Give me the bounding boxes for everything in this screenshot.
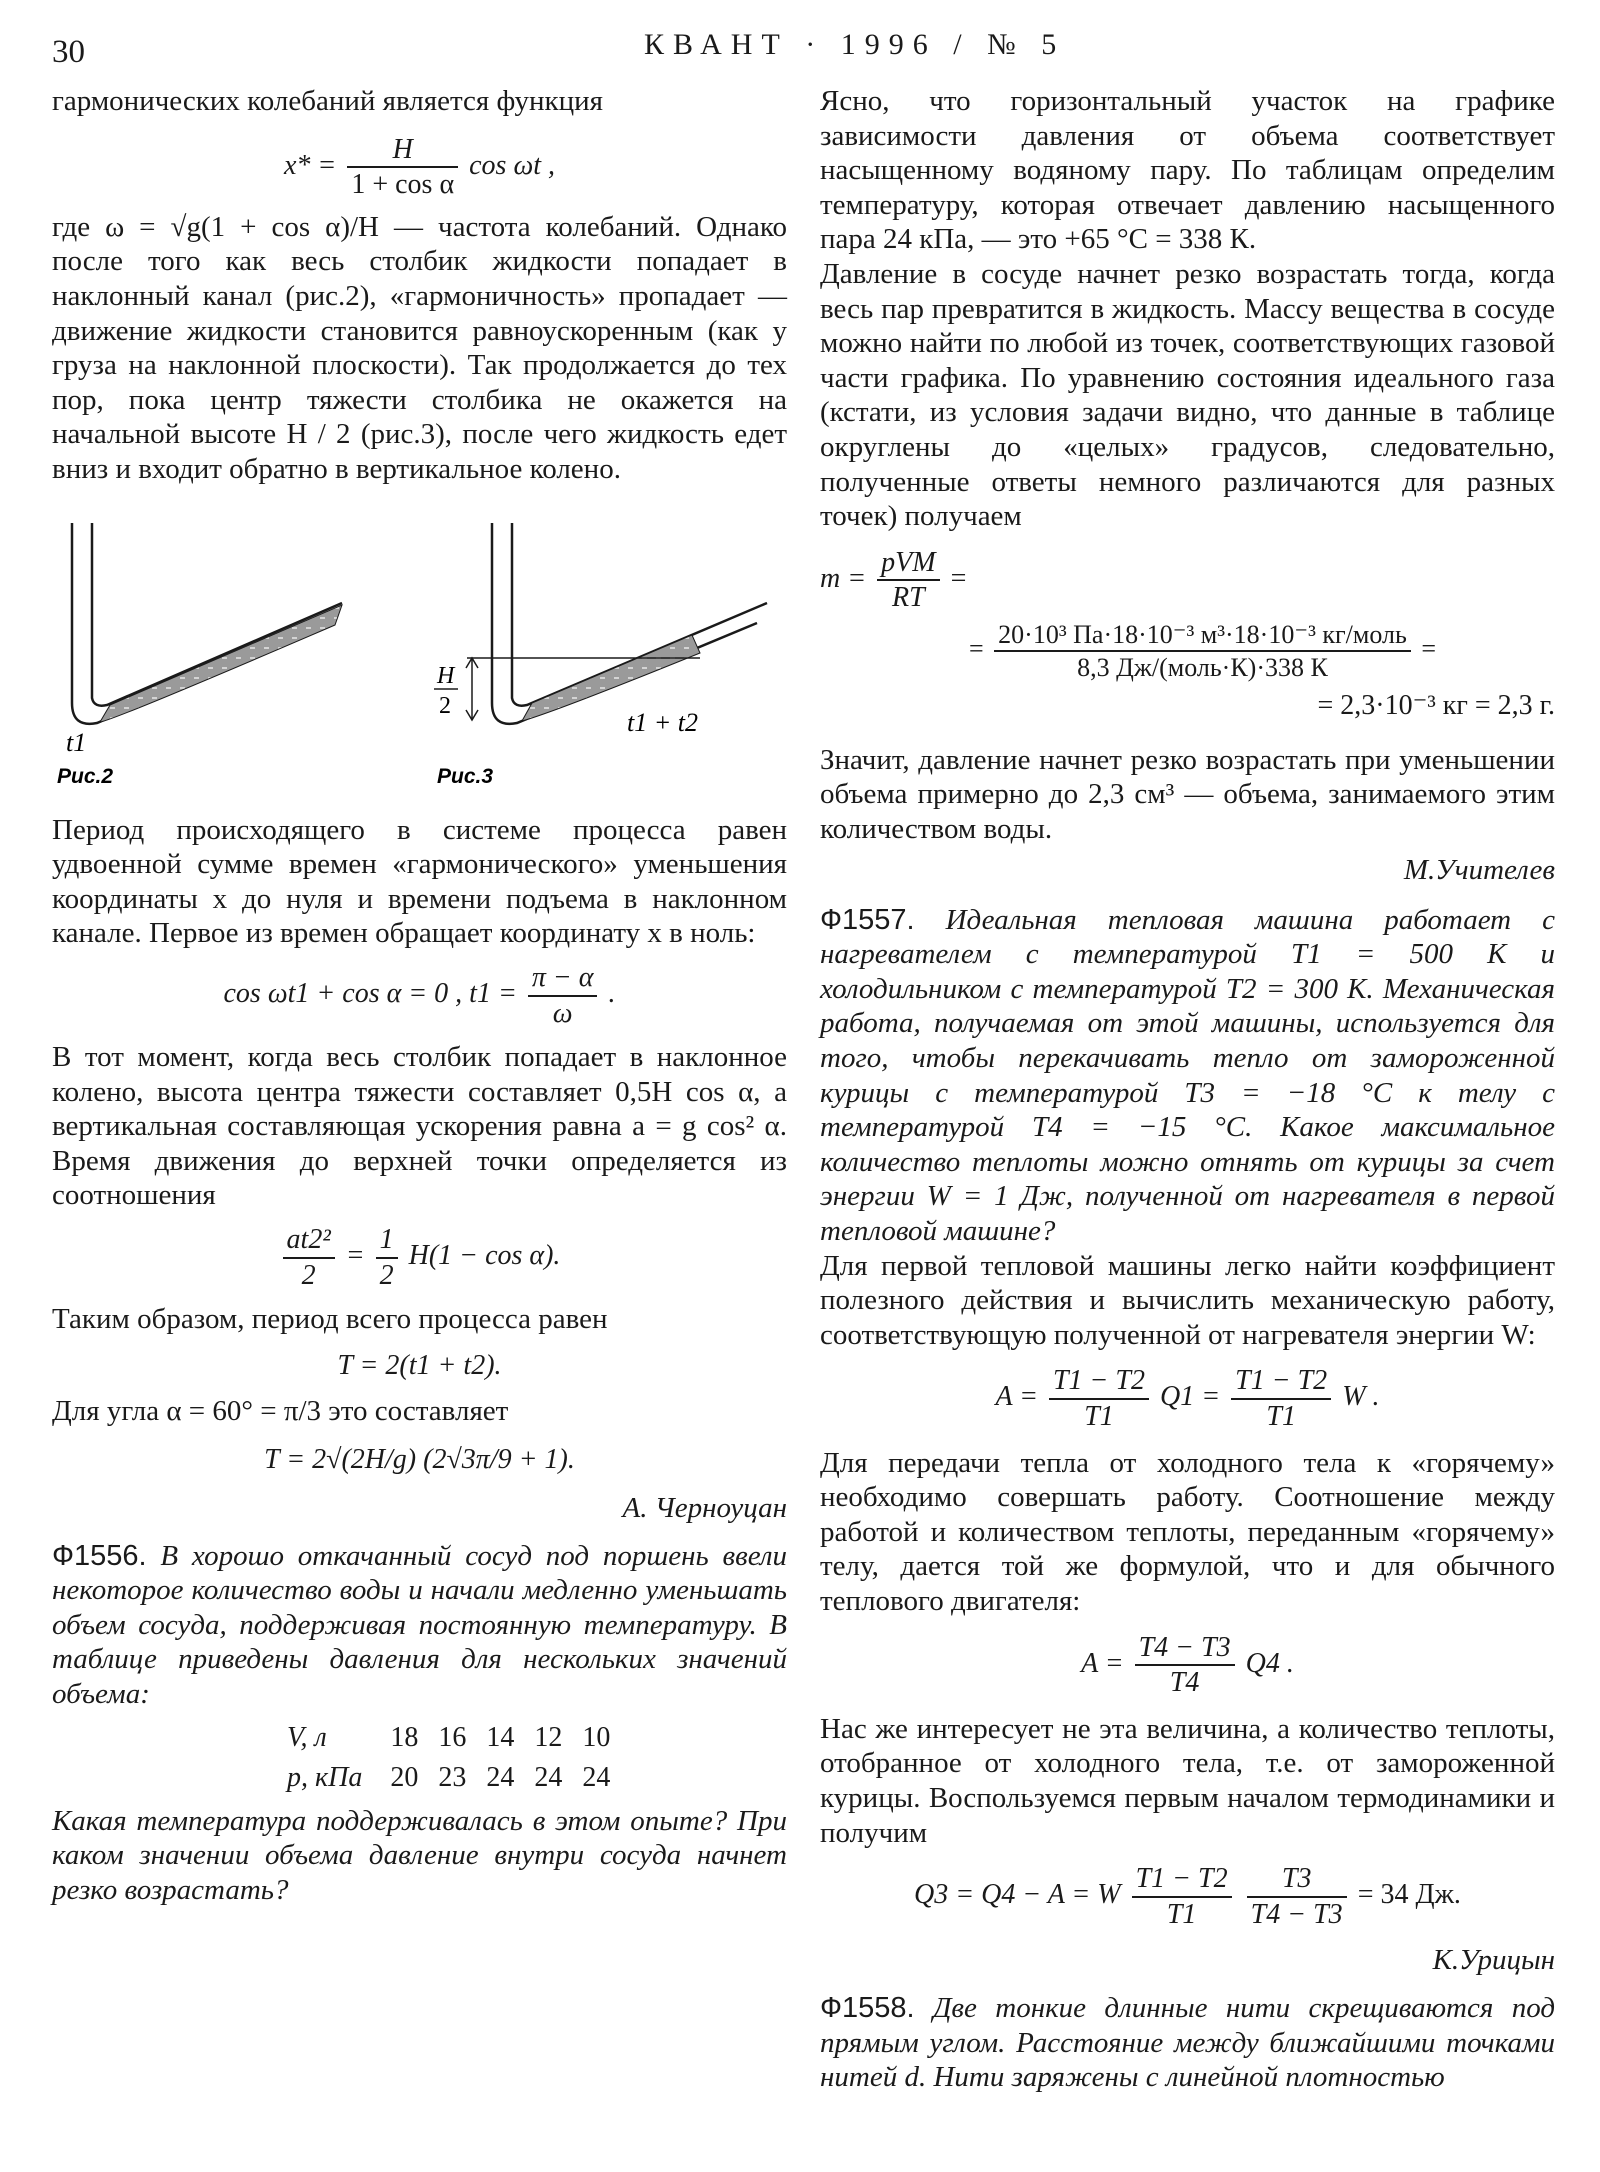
numerator: T4 − T3 xyxy=(1135,1631,1235,1667)
problem-id: Ф1557. xyxy=(820,903,915,936)
paragraph: гармонических колебаний является функция xyxy=(52,85,604,117)
problem-1558 xyxy=(820,1991,1555,2095)
fraction xyxy=(994,619,1411,683)
problem-text: Две тонкие длинные нити скрещиваются под прямым углом. Расстояние между ближайшими точками нитей d. Нити заряжены с линейной плотностью xyxy=(820,1992,1555,2094)
eq-mid: = xyxy=(345,1240,365,1272)
figures-svg xyxy=(52,513,787,913)
fraction xyxy=(283,1223,335,1292)
fig3-h-num: H xyxy=(437,662,455,689)
denominator: 2 xyxy=(379,1259,394,1291)
fig2-liquid xyxy=(100,605,342,722)
fraction xyxy=(376,1223,398,1292)
author-signature: М.Учителев xyxy=(1403,853,1555,886)
data-table xyxy=(277,1718,620,1798)
author-signature: К.Урицын xyxy=(1432,1944,1555,1977)
problem-id: Ф1556. xyxy=(52,1539,147,1572)
denominator: 2 xyxy=(301,1259,316,1291)
table-cell: 24 xyxy=(582,1761,611,1793)
question-1556: Какая температура поддерживалась в этом опыте? При каком значении объема давление внутри сосуда начнет резко возрастать? xyxy=(52,1804,787,1906)
paragraph: Нас же интересует не эта величина, а количество теплоты, отобранное от холодного тела, т.е. от замороженной курицы. Воспользуемся первым началом термодинамики и получим xyxy=(820,1712,1555,1849)
table-cell: 24 xyxy=(486,1761,515,1793)
fraction xyxy=(877,546,939,615)
denominator: T1 xyxy=(1084,1400,1114,1432)
denominator: RT xyxy=(892,582,925,614)
table-row xyxy=(277,1758,620,1798)
problem-1557 xyxy=(820,903,1555,1249)
eq-lhs: x* = xyxy=(284,149,337,181)
table-cell: 10 xyxy=(582,1721,611,1753)
paragraph: Давление в сосуде начнет резко возрастать тогда, когда весь пар превратится в жидкость. Массу вещества в сосуде можно найти по любой из точек, соответствующих газовой части графика. По уравнению состояния идеального газа (кстати, из условия задачи видно, что данные в таблице округлены до «целых» градусов, следовательно, полученные ответы немного различаются для разных точек) получаем xyxy=(820,257,1555,533)
equation-harmonic xyxy=(52,133,787,202)
eq-lhs: cos ωt1 + cos α = 0 , t1 = xyxy=(223,977,517,1009)
equation-heat-pump xyxy=(820,1631,1555,1700)
denominator: 1 + cos α xyxy=(351,169,455,201)
numerator: T3 xyxy=(1247,1862,1347,1898)
eq-rhs: cos ωt , xyxy=(469,149,555,181)
table-cell: 23 xyxy=(438,1761,467,1793)
equation-mass-numeric xyxy=(850,619,1555,683)
eq-end: . xyxy=(608,977,616,1009)
fraction xyxy=(347,133,458,202)
table-cell: 16 xyxy=(438,1721,467,1753)
denominator: 8,3 Дж/(моль·К)·338 К xyxy=(1077,653,1328,683)
numerator: π − α xyxy=(528,961,598,997)
numerator: T1 − T2 xyxy=(1049,1364,1149,1400)
equation-q3 xyxy=(820,1862,1555,1931)
numerator: H xyxy=(347,133,458,169)
page-number: 30 xyxy=(52,34,85,70)
eq-rhs: = 34 Дж. xyxy=(1357,1879,1461,1911)
paragraph: Ясно, что горизонтальный участок на графике зависимости давления от объема соответствует насыщенному водяному пару. По таблицам определим температуру, которая отвечает давлению насыщенного пара 24 кПа, — это +65 °С = 338 К. xyxy=(820,85,1555,256)
numerator: 1 xyxy=(376,1223,398,1259)
numerator: T1 − T2 xyxy=(1132,1862,1232,1898)
row-label: V, л xyxy=(287,1721,327,1753)
paragraph: Для передачи тепла от холодного тела к «горячему» необходимо совершать работу. Соотношение между работой и количеством теплоты, переданным «горячему» телу, дается той же формулой, что и для обычного теплового двигателя: xyxy=(820,1446,1555,1617)
equation-work xyxy=(820,1364,1555,1433)
table-cell: 20 xyxy=(390,1761,419,1793)
eq-rhs: = xyxy=(950,562,967,594)
fraction xyxy=(1049,1364,1149,1433)
fig3-h-den: 2 xyxy=(439,692,451,719)
eq-lhs: A = xyxy=(995,1381,1038,1413)
equation-period-value: T = 2√(2H/g) (2√3π/9 + 1). xyxy=(264,1444,575,1476)
equation-mass-result: = 2,3·10⁻³ кг = 2,3 г. xyxy=(1317,690,1555,722)
fig3-caption: Рис.3 xyxy=(437,764,494,788)
fig2-caption: Рис.2 xyxy=(57,764,114,788)
table-row xyxy=(277,1718,620,1758)
paragraph: Для первой тепловой машины легко найти коэффициент полезного действия и вычислить механическую работу, соответствующую полученной от нагревателя энергии W: xyxy=(820,1249,1555,1351)
fraction xyxy=(1247,1862,1347,1931)
denominator: T1 xyxy=(1266,1400,1296,1432)
eq-mid: Q1 = xyxy=(1160,1381,1221,1413)
fig3-tube xyxy=(492,523,767,724)
eq-rhs: H(1 − cos α). xyxy=(408,1240,561,1272)
eq-lhs: Q3 = Q4 − A = W xyxy=(914,1879,1121,1911)
paragraph: В тот момент, когда весь столбик попадает в наклонное колено, высота центра тяжести составляет 0,5H cos α, а вертикальная составляющая ускорения равна a = g cos² α. Время движения до верхней точки определяется из соотношения xyxy=(52,1041,787,1212)
equation-t2 xyxy=(52,1223,787,1292)
fig2-label: t1 xyxy=(66,727,87,757)
table-cell: 12 xyxy=(534,1721,563,1753)
figures xyxy=(52,513,787,913)
eq-rhs: W . xyxy=(1342,1381,1380,1413)
denominator: T1 xyxy=(1166,1898,1197,1930)
table-cell: 24 xyxy=(534,1761,563,1793)
right-column xyxy=(820,84,1555,2095)
author-signature: А. Черноуцан xyxy=(622,1491,787,1524)
journal-header: КВАНТ · 1996 / № 5 xyxy=(644,28,1066,61)
equation-mass xyxy=(820,546,1555,615)
numerator: pVM xyxy=(877,546,939,582)
paragraph: Период происходящего в системе процесса равен удвоенной сумме времен «гармонического» уменьшения координаты x до нуля и времени подъема в наклонном канале. Первое из времен обращает координату x в ноль: xyxy=(52,813,787,950)
eq-rhs: = xyxy=(1421,634,1436,664)
fraction xyxy=(1132,1862,1232,1931)
fraction xyxy=(1231,1364,1331,1433)
fig3-label: t1 + t2 xyxy=(627,707,698,737)
problem-id: Ф1558. xyxy=(820,1992,915,2025)
table-cell: 18 xyxy=(390,1721,419,1753)
problem-1556 xyxy=(52,1539,787,1712)
row-label: p, кПа xyxy=(287,1761,363,1793)
denominator: T4 − T3 xyxy=(1250,1898,1343,1930)
numerator: at2² xyxy=(283,1223,335,1259)
denominator: ω xyxy=(552,997,573,1029)
paragraph: Для угла α = 60° = π/3 это составляет xyxy=(52,1395,509,1428)
fraction xyxy=(528,961,598,1030)
table-cell: 14 xyxy=(486,1721,515,1753)
equation-t1 xyxy=(52,961,787,1030)
left-column xyxy=(52,84,787,1907)
fraction xyxy=(1135,1631,1235,1700)
eq-lhs: A = xyxy=(1081,1647,1124,1679)
paragraph: Значит, давление начнет резко возрастать при уменьшении объема примерно до 2,3 см³ — объема, занимаемого этим количеством воды. xyxy=(820,743,1555,846)
numerator: 20·10³ Па·18·10⁻³ м³·18·10⁻³ кг/моль xyxy=(994,619,1411,652)
eq-lhs: m = xyxy=(820,562,867,594)
eq-rhs: Q4 . xyxy=(1245,1647,1294,1679)
paragraph: где ω = √g(1 + cos α)/H — частота колебаний. Однако после того как весь столбик жидкости попадает в наклонный канал (рис.2), «гармоничность» пропадает — движение жидкости становится равноускоренным (как у груза на наклонной плоскости). Так продолжается до тех пор, пока центр тяжести столбика не окажется на начальной высоте H / 2 (рис.3), после чего жидкость едет вниз и входит обратно в вертикальное колено. xyxy=(52,210,787,485)
problem-text: Идеальная тепловая машина работает с нагревателем с температурой T1 = 500 К и холодильником с температурой T2 = 300 К. Механическая работа, получаемая от этой машины, используется для того, чтобы перекачивать тепло от замороженной курицы с температурой T3 = −18 °С к телу с температурой T4 = −15 °С. Какое максимальное количество теплоты можно отнять от курицы за счет энергии W = 1 Дж, полученной от нагревателя в первой тепловой машине? xyxy=(820,903,1555,1247)
problem-text: В хорошо откачанный сосуд под поршень ввели некоторое количество воды и начали медленно уменьшать объем сосуда, поддерживая постоянную температуру. В таблице приведены давления для нескольких значений объема: xyxy=(52,1539,787,1710)
equation-period: T = 2(t1 + t2). xyxy=(337,1349,502,1381)
paragraph: Таким образом, период всего процесса равен xyxy=(52,1303,608,1336)
numerator: T1 − T2 xyxy=(1231,1364,1331,1400)
eq-lhs: = xyxy=(969,634,984,664)
denominator: T4 xyxy=(1169,1667,1200,1699)
